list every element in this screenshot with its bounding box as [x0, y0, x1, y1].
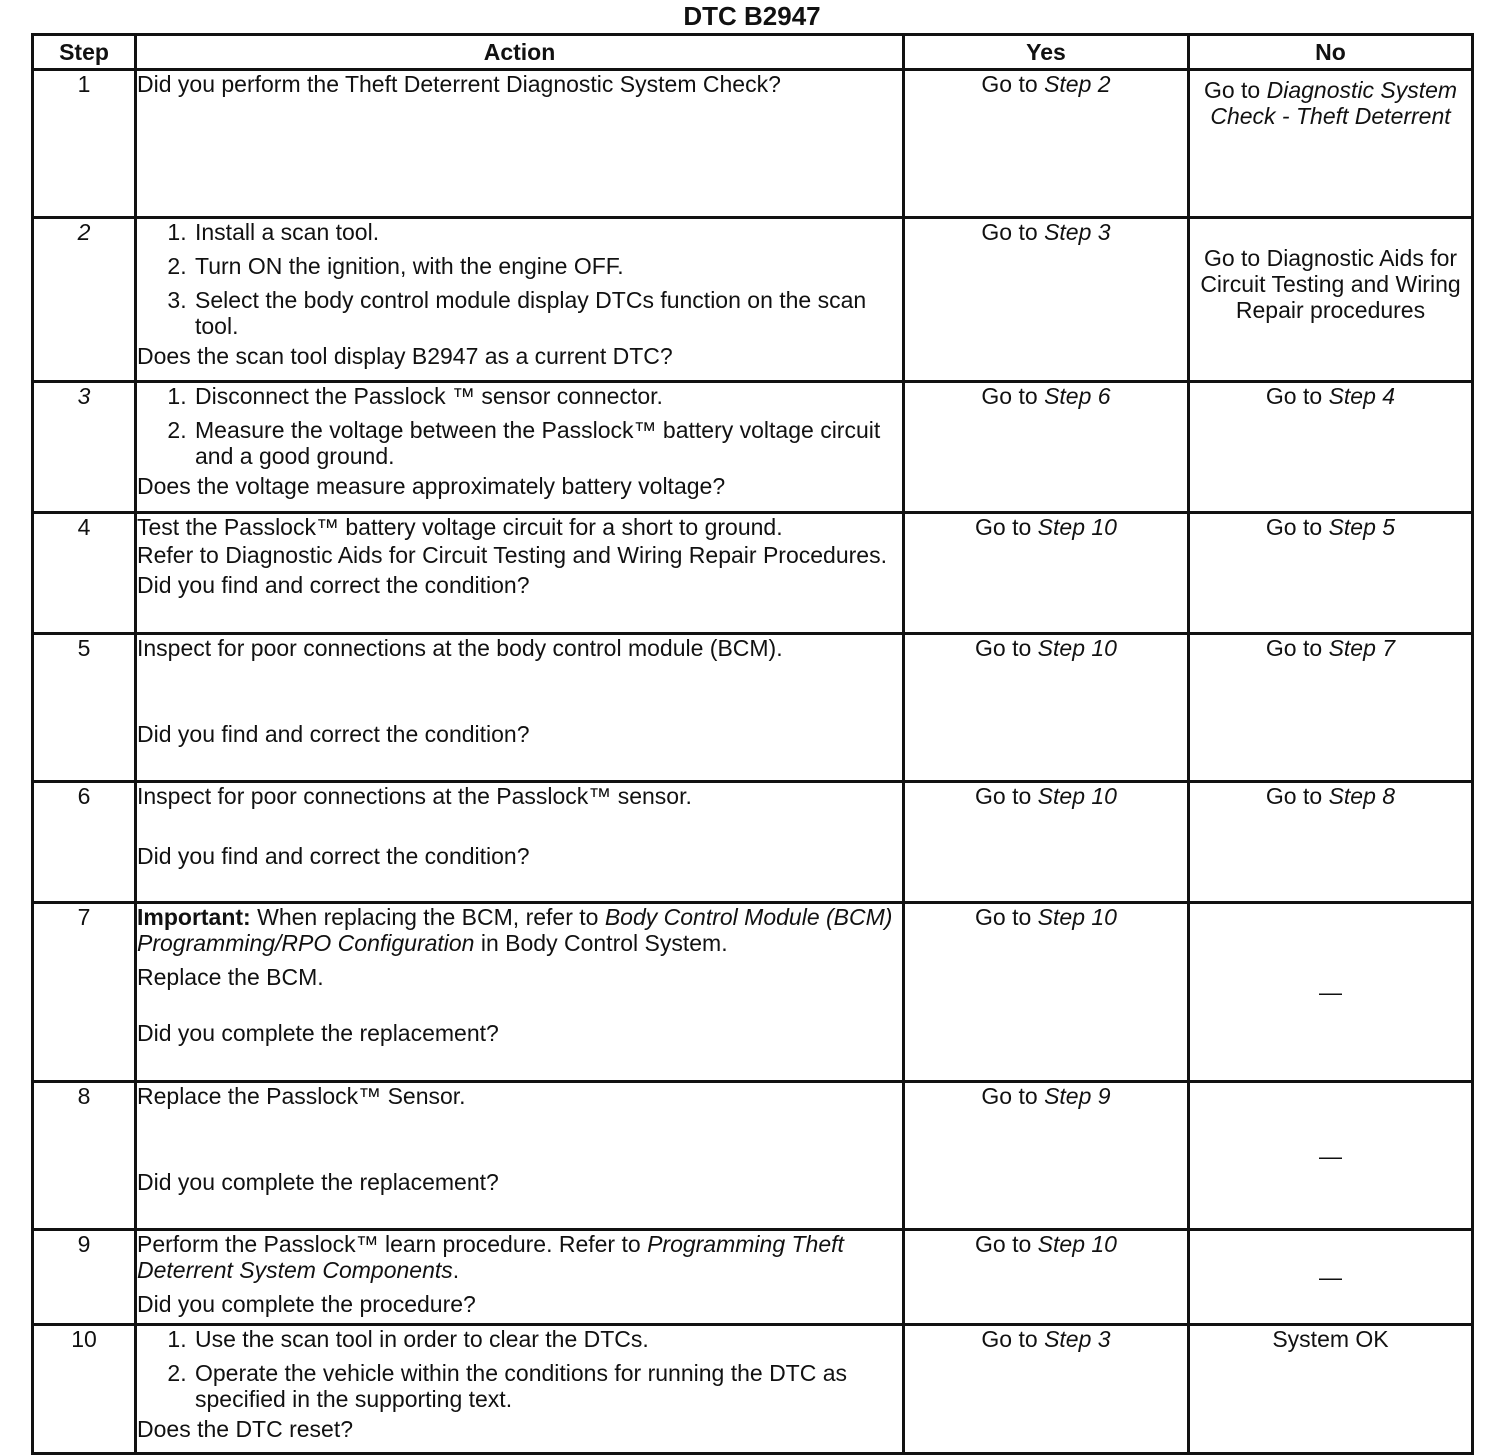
step-number: 10 [33, 1325, 136, 1454]
action-list [137, 1326, 902, 1412]
yes-step-ref: Step 9 [1044, 1083, 1111, 1109]
go-to-text: Go to [1265, 514, 1323, 540]
no-step-ref: Step 7 [1328, 635, 1396, 661]
yes-cell [904, 382, 1189, 513]
list-item: 3. Select the body control module display DTCs function on the scan tool. [193, 287, 902, 339]
header-action: Action [136, 35, 904, 70]
no-step-ref: Step 5 [1328, 514, 1396, 540]
step-number: 6 [33, 782, 136, 903]
no-cell [1189, 903, 1473, 1082]
table-row [33, 782, 1473, 903]
important-note [137, 904, 902, 956]
yes-cell [904, 218, 1189, 382]
dash: — [1319, 1142, 1342, 1169]
list-item: 2. Operate the vehicle within the conditions for running the DTC as specified in the supporting text. [193, 1360, 902, 1412]
yes-cell [904, 1230, 1189, 1325]
action-cell [136, 1325, 904, 1454]
action-text: Inspect for poor connections at the Passlock™ sensor. [137, 783, 692, 809]
list-item: 2. Measure the voltage between the Passlock™ battery voltage circuit and a good ground. [193, 417, 902, 469]
go-to-text: Go to [975, 783, 1032, 809]
no-text: System OK [1272, 1326, 1389, 1352]
table-row [33, 1082, 1473, 1230]
step-number: 9 [33, 1230, 136, 1325]
action-question: Did you complete the procedure? [137, 1291, 476, 1317]
table-row [33, 382, 1473, 513]
dash: — [1319, 1264, 1342, 1290]
yes-cell [904, 634, 1189, 782]
go-to-text: Go to [981, 383, 1038, 409]
no-cell [1189, 1230, 1473, 1325]
yes-cell [904, 1325, 1189, 1454]
go-to-text: Go to [975, 635, 1032, 661]
no-cell [1189, 70, 1473, 218]
yes-step-ref: Step 6 [1044, 383, 1111, 409]
action-text: Test the Passlock™ battery voltage circuit for a short to ground. [137, 514, 783, 540]
go-to-text: Go to [975, 1231, 1032, 1257]
no-cell [1189, 1082, 1473, 1230]
action-cell [136, 513, 904, 634]
step-number: 7 [33, 903, 136, 1082]
go-to-text: Go to [1203, 77, 1261, 103]
action-question: Did you find and correct the condition? [137, 721, 530, 747]
no-text: Go to Diagnostic Aids for Circuit Testing and Wiring Repair procedures [1200, 245, 1461, 323]
go-to-text: Go to [975, 904, 1032, 930]
list-item: 2. Turn ON the ignition, with the engine OFF. [193, 253, 902, 279]
go-to-text: Go to [981, 1083, 1038, 1109]
yes-step-ref: Step 10 [1037, 783, 1117, 809]
action-text: Inspect for poor connections at the body control module (BCM). [137, 635, 783, 661]
go-to-text: Go to [1265, 383, 1323, 409]
go-to-text: Go to [981, 1326, 1038, 1352]
important-text: When replacing the BCM, refer to [257, 904, 599, 930]
yes-step-ref: Step 10 [1037, 635, 1117, 661]
table-row [33, 70, 1473, 218]
yes-cell [904, 1082, 1189, 1230]
action-question: Did you complete the replacement? [137, 1020, 499, 1046]
action-cell [136, 1082, 904, 1230]
yes-step-ref: Step 2 [1044, 71, 1111, 97]
table-row [33, 1325, 1473, 1454]
go-to-text: Go to [981, 219, 1038, 245]
action-list [137, 383, 902, 469]
step-number: 2 [33, 218, 136, 382]
action-text: Replace the BCM. [137, 964, 324, 990]
action-text-lead: Perform the Passlock™ learn procedure. Refer to [137, 1231, 641, 1257]
yes-step-ref: Step 10 [1037, 1231, 1117, 1257]
action-question: Did you find and correct the condition? [137, 572, 530, 598]
page-title: DTC B2947 [683, 1, 821, 31]
action-ref: Programming Theft Deterrent System Components [137, 1231, 844, 1283]
no-cell [1189, 513, 1473, 634]
action-cell [136, 1230, 904, 1325]
table-row [33, 903, 1473, 1082]
table-row [33, 218, 1473, 382]
diagnostic-table [31, 33, 1474, 1455]
table-row [33, 634, 1473, 782]
header-row [33, 35, 1473, 70]
header-no: No [1189, 35, 1473, 70]
action-list [137, 219, 902, 339]
no-cell [1189, 1325, 1473, 1454]
go-to-text: Go to [975, 514, 1032, 540]
yes-cell [904, 70, 1189, 218]
action-text: Refer to Diagnostic Aids for Circuit Testing and Wiring Repair Procedures. [137, 542, 887, 568]
no-ref: Diagnostic System Check - Theft Deterrent [1210, 77, 1458, 129]
yes-cell [904, 513, 1189, 634]
list-item: 1. Install a scan tool. [193, 219, 902, 245]
step-number: 4 [33, 513, 136, 634]
action-text: Perform the Passlock™ learn procedure. Refer to Programming Theft Deterrent System Components. [137, 1231, 844, 1283]
list-item: 1. Disconnect the Passlock ™ sensor connector. [193, 383, 902, 409]
step-number: 3 [33, 382, 136, 513]
important-label: Important: [137, 904, 251, 930]
table-row [33, 1230, 1473, 1325]
action-question: Does the voltage measure approximately battery voltage? [137, 473, 726, 499]
yes-step-ref: Step 10 [1037, 904, 1117, 930]
no-cell [1189, 382, 1473, 513]
header-yes: Yes [904, 35, 1189, 70]
go-to-text: Go to [1265, 783, 1323, 809]
no-step-ref: Step 8 [1328, 783, 1396, 809]
header-step: Step [33, 35, 136, 70]
step-number: 1 [33, 70, 136, 218]
yes-step-ref: Step 3 [1044, 219, 1111, 245]
action-cell [136, 70, 904, 218]
list-item: 1. Use the scan tool in order to clear the DTCs. [193, 1326, 902, 1352]
yes-cell [904, 903, 1189, 1082]
go-to-text: Go to [981, 71, 1038, 97]
action-text: Replace the Passlock™ Sensor. [137, 1083, 466, 1109]
action-cell [136, 782, 904, 903]
no-cell [1189, 218, 1473, 382]
step-number: 5 [33, 634, 136, 782]
no-cell [1189, 634, 1473, 782]
action-question: Did you find and correct the condition? [137, 843, 530, 869]
action-question: Did you complete the replacement? [137, 1169, 499, 1195]
table-row [33, 513, 1473, 634]
action-question: Did you perform the Theft Deterrent Diagnostic System Check? [137, 71, 781, 97]
dash: — [1319, 979, 1342, 1005]
action-cell [136, 382, 904, 513]
action-cell [136, 218, 904, 382]
yes-cell [904, 782, 1189, 903]
yes-step-ref: Step 10 [1037, 514, 1117, 540]
no-step-ref: Step 4 [1328, 383, 1396, 409]
action-question: Does the DTC reset? [137, 1416, 354, 1442]
action-cell [136, 634, 904, 782]
go-to-text: Go to [1265, 635, 1323, 661]
action-question: Does the scan tool display B2947 as a current DTC? [137, 343, 673, 369]
important-ref: Body Control Module (BCM) Programming/RPO Configuration [137, 904, 893, 956]
yes-step-ref: Step 3 [1044, 1326, 1111, 1352]
action-cell [136, 903, 904, 1082]
important-tail: in Body Control System. [480, 930, 728, 956]
step-number: 8 [33, 1082, 136, 1230]
no-cell [1189, 782, 1473, 903]
